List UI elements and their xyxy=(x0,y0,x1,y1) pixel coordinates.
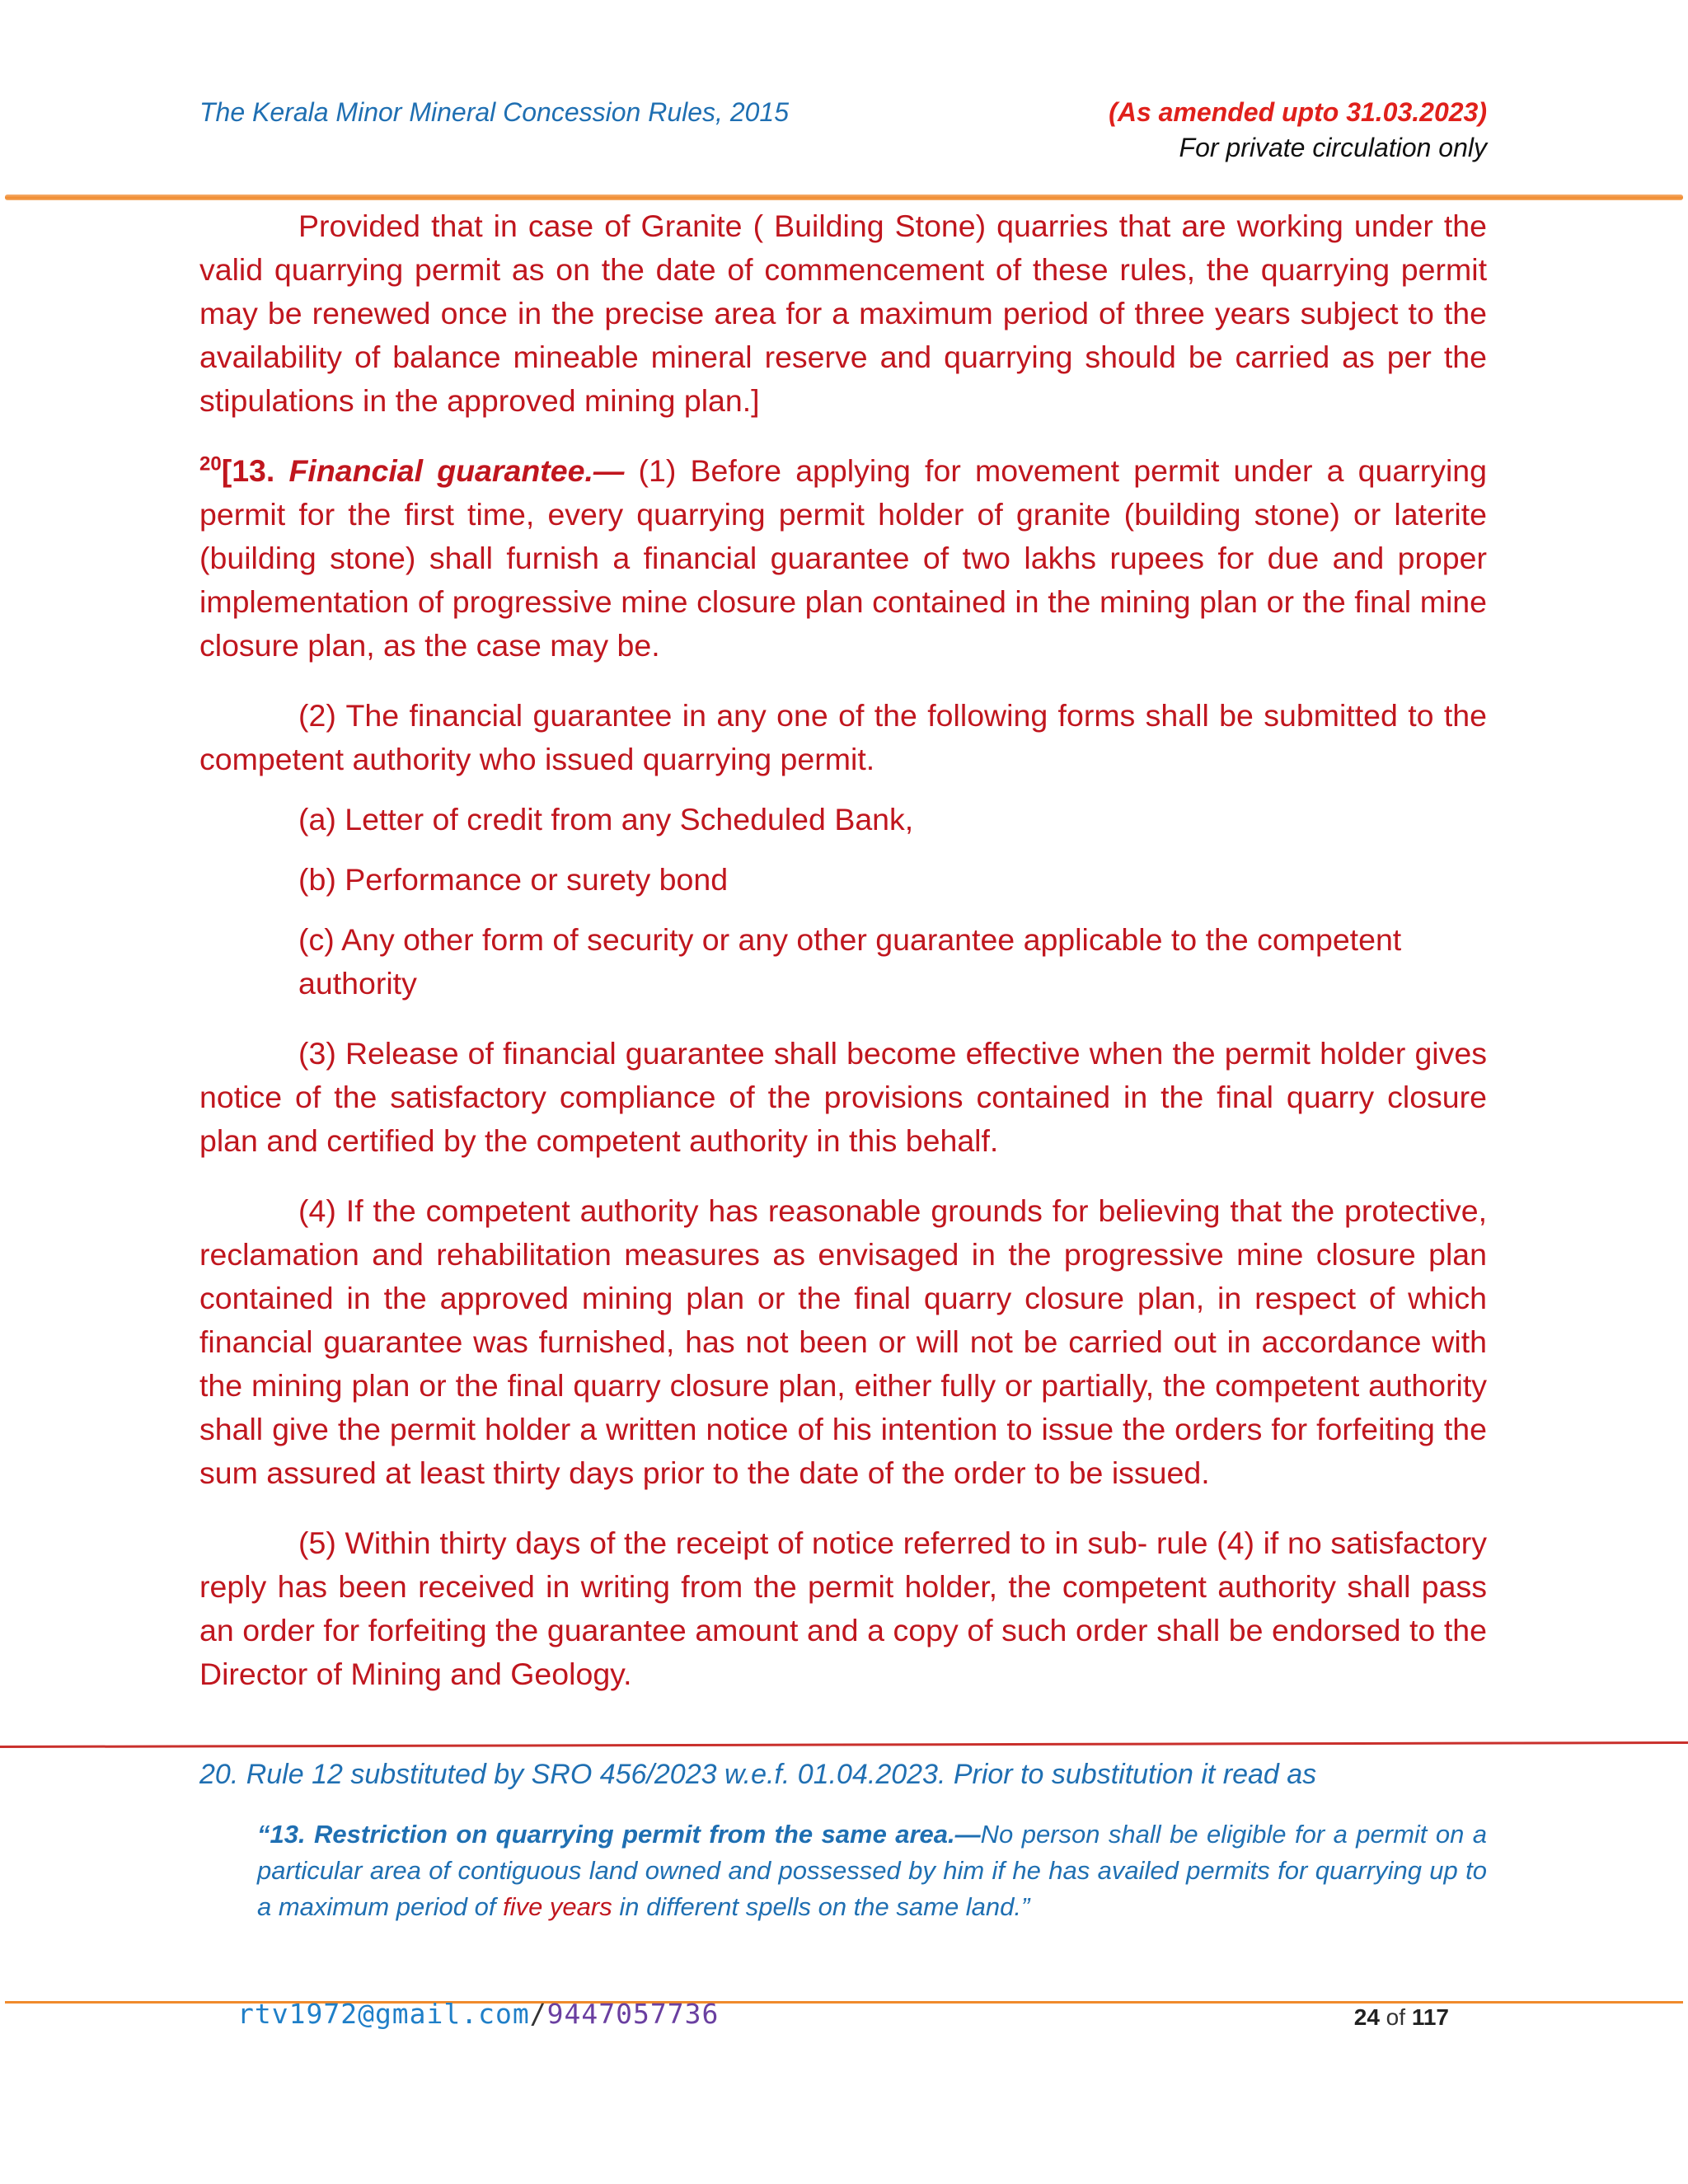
list-item-b: (b) Performance or surety bond xyxy=(298,862,729,897)
header-title: The Kerala Minor Mineral Concession Rules, 2015 xyxy=(199,97,790,127)
rule-13-paragraph xyxy=(199,449,1487,668)
footer-contact xyxy=(237,1998,719,2030)
quote-rule-title: “13. Restriction on quarrying permit from the same area.— xyxy=(257,1820,981,1849)
amended-note: (As amended upto 31.03.2023) xyxy=(1109,97,1487,127)
footnote-quote xyxy=(257,1816,1487,1925)
footnote-divider xyxy=(0,1741,1688,1748)
sub-rule-1: (1) Before applying for movement permit under a quarrying permit for the first time, every quarrying permit holder of granite (building stone) or laterite (building stone) shall furnish a financial guarantee of two lakhs rupees for due and proper implementation of progressive mine closure plan contained in the mining plan or the final mine closure plan, as the case may be. xyxy=(199,453,1487,663)
list-item-c: (c) Any other form of security or any other guarantee applicable to the competent authority xyxy=(298,922,1402,1001)
rule-number: 13. xyxy=(232,453,275,488)
private-note: For private circulation only xyxy=(1179,133,1487,162)
quote-text-start: No person shall be eligible for a permit on a particular area of contiguous land owned and possessed by him if he has availed permits for quarrying up to a maximum period of xyxy=(257,1820,1487,1921)
document-body xyxy=(199,204,1487,1722)
contact-separator: / xyxy=(529,1998,547,2030)
contact-phone: 9447057736 xyxy=(546,1998,720,2030)
page-current: 24 xyxy=(1353,2004,1380,2030)
rule-title: Financial guarantee.— xyxy=(288,453,625,488)
sub-rule-3: (3) Release of financial guarantee shall become effective when the permit holder gives notice of the satisfactory compliance of the provisions contained in the final quarry closure plan and certified by the competent authority in this behalf. xyxy=(199,1036,1487,1158)
quote-highlight: five years xyxy=(503,1892,612,1921)
header-right xyxy=(1109,97,1487,163)
rule-bracket: [ xyxy=(221,453,232,488)
sub-rule-4: (4) If the competent authority has reasonable grounds for believing that the protective, reclamation and rehabilitation measures as envisaged in the progressive mine closure plan contained in the approved mining plan or the final quarry closure plan, in respect of which financial guarantee was furnished, has not been or will not be carried out in accordance with the mining plan or the final quarry closure plan, either fully or partially, the competent authority shall give the permit holder a written notice of his intention to issue the orders for forfeiting the sum assured at least thirty days prior to the date of the order to be issued. xyxy=(199,1193,1487,1490)
page-number xyxy=(1354,2004,1449,2031)
proviso-paragraph: Provided that in case of Granite ( Building Stone) quarries that are working under the valid quarrying permit as on the date of commencement of these rules, the quarrying permit may be renewed once in the precise area for a maximum period of three years subject to the availability of balance mineable mineral reserve and quarrying should be carried as per the stipulations in the approved mining plan.] xyxy=(199,209,1487,418)
contact-email[interactable]: rtv1972@gmail.com xyxy=(237,1998,530,2030)
sub-rule-5: (5) Within thirty days of the receipt of notice referred to in sub- rule (4) if no satisfactory reply has been received in writing from the permit holder, the competent authority shall pass an order for forfeiting the guarantee amount and a copy of such order shall be endorsed to the Director of Mining and Geology. xyxy=(199,1526,1487,1691)
list-item-a: (a) Letter of credit from any Scheduled Bank, xyxy=(298,802,914,837)
footnote-text: 20. Rule 12 substituted by SRO 456/2023 w.e.f. 01.04.2023. Prior to substitution it read as xyxy=(199,1759,1317,1790)
sub-rule-2: (2) The financial guarantee in any one of the following forms shall be submitted to the competent authority who issued quarrying permit. xyxy=(199,698,1487,776)
footnote-ref: 20 xyxy=(199,452,222,476)
quote-text-end: in different spells on the same land.” xyxy=(612,1892,1030,1921)
header-divider xyxy=(5,194,1683,200)
page-total: 117 xyxy=(1411,2004,1449,2030)
page-of: of xyxy=(1379,2004,1412,2030)
